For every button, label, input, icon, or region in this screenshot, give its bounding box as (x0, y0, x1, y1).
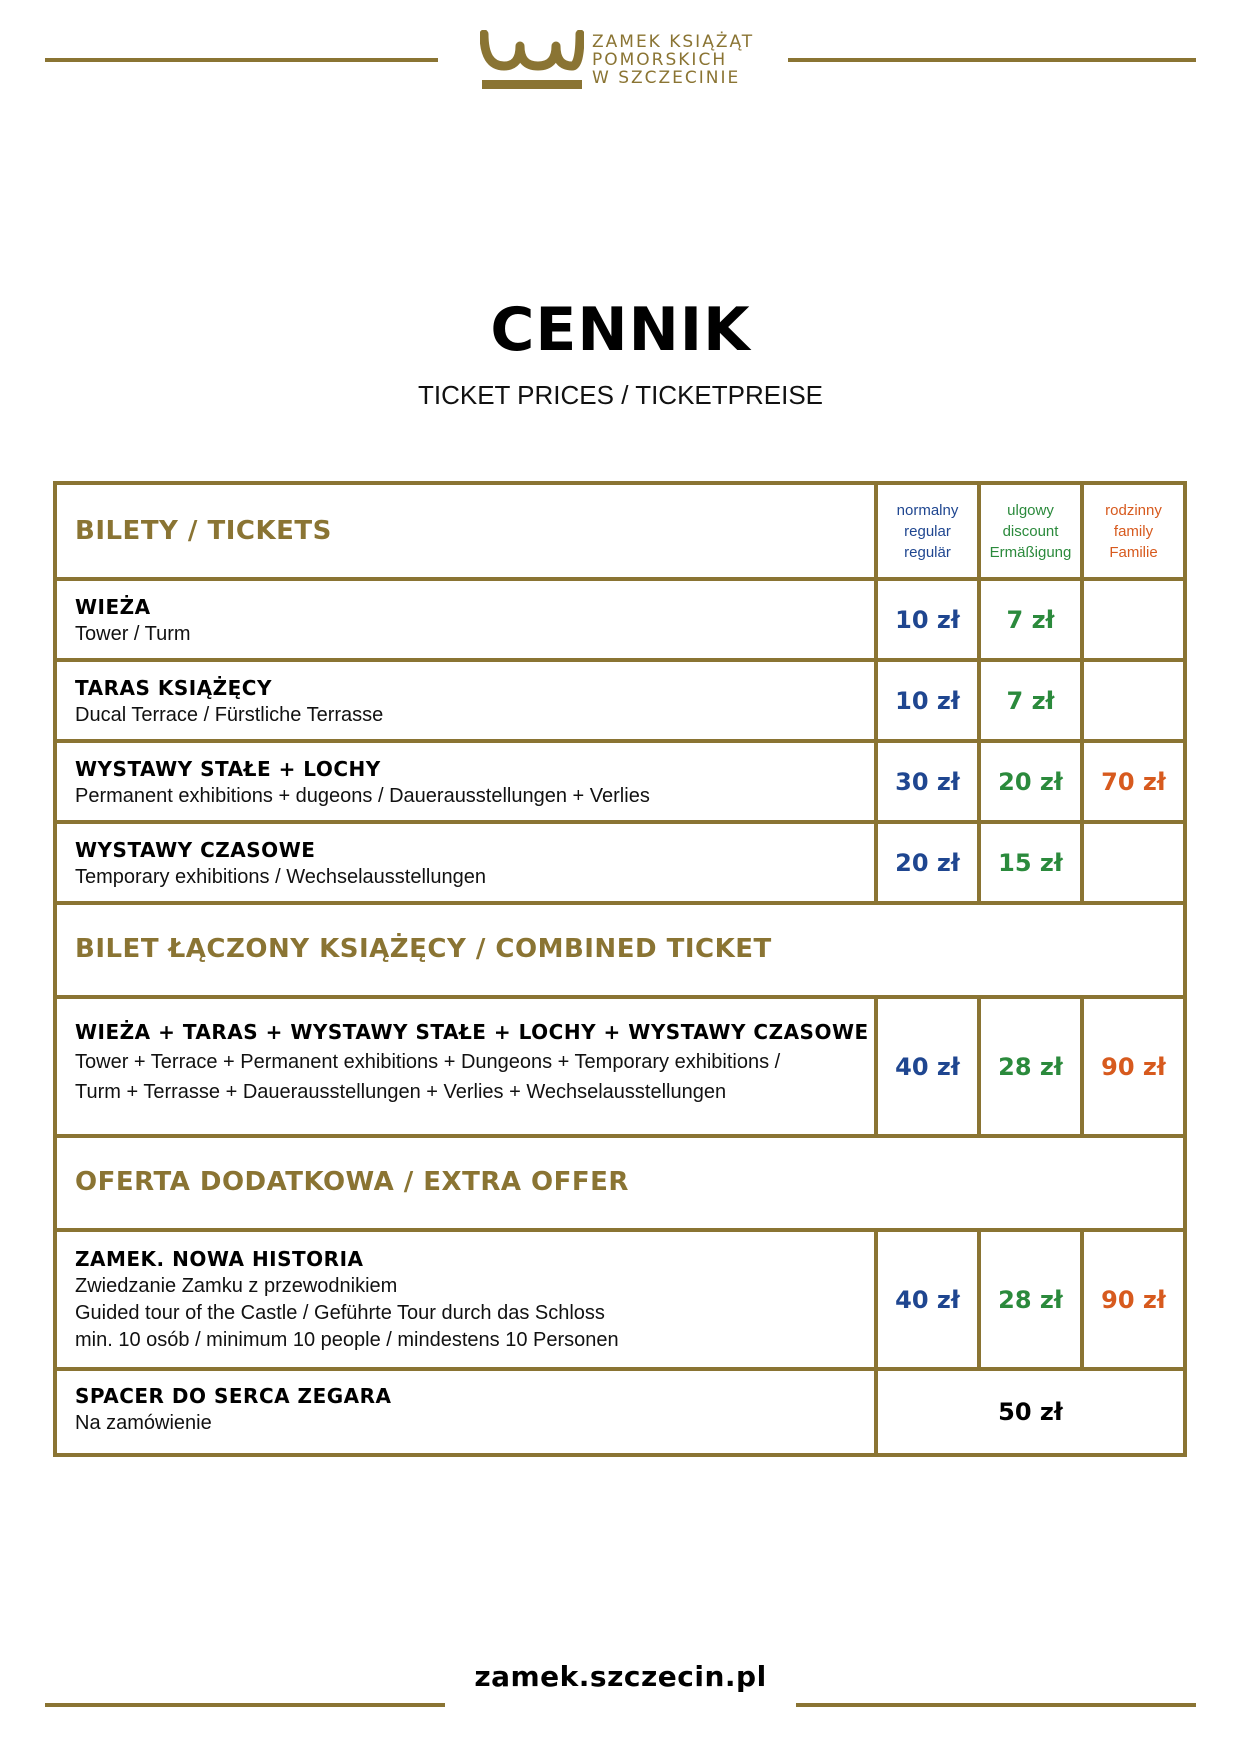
logo-line: ZAMEK KSIĄŻĄT (592, 32, 755, 52)
price-discount: 7 zł (977, 658, 1084, 743)
col-header-discount (977, 481, 1084, 581)
ticket-desc: Tower / Turm (75, 623, 191, 645)
logo-line: POMORSKICH (592, 50, 728, 70)
ticket-name: WYSTAWY CZASOWE (75, 838, 316, 862)
col-header-line: Ermäßigung (989, 543, 1072, 561)
ticket-name: ZAMEK. NOWA HISTORIA (75, 1247, 364, 1271)
tickets-heading-cell (53, 481, 878, 581)
ticket-name: WIEŻA (75, 595, 151, 619)
extra-row-label (53, 1228, 878, 1371)
price-family (1080, 577, 1187, 662)
page-title: CENNIK (490, 295, 751, 365)
ticket-name: WIEŻA + TARAS + WYSTAWY STAŁE + LOCHY + WYSTAWY CZASOWE (75, 1020, 869, 1044)
col-header-regular (874, 481, 981, 581)
col-header-line: rodzinny (1105, 501, 1162, 519)
col-header-line: discount (1002, 522, 1059, 540)
ticket-name: WYSTAWY STAŁE + LOCHY (75, 757, 381, 781)
ticket-desc: Turm + Terrasse + Dauerausstellungen + Verlies + Wechselausstellungen (75, 1081, 727, 1103)
footer-rule-right (796, 1703, 1196, 1707)
col-header-line: Familie (1109, 543, 1158, 561)
logo (480, 30, 770, 96)
page-subtitle: TICKET PRICES / TICKETPREISE (417, 380, 824, 410)
col-header-family (1080, 481, 1187, 581)
col-header-line: normalny (896, 501, 959, 519)
col-header-line: family (1113, 522, 1154, 540)
price-discount: 20 zł (977, 739, 1084, 824)
combined-row-label (53, 995, 878, 1138)
extra-heading: OFERTA DODATKOWA / EXTRA OFFER (75, 1167, 629, 1197)
header-rule-left (45, 58, 438, 62)
walk-row-label (53, 1367, 878, 1457)
extra-heading-cell (53, 1134, 1187, 1232)
price-family (1080, 820, 1187, 905)
ticket-name: TARAS KSIĄŻĘCY (75, 676, 272, 700)
header-rule-right (788, 58, 1196, 62)
price-regular: 30 zł (874, 739, 981, 824)
ticket-desc: Na zamówienie (75, 1412, 212, 1434)
tickets-heading: BILETY / TICKETS (75, 516, 332, 546)
price-family: 70 zł (1080, 739, 1187, 824)
price-discount: 28 zł (977, 995, 1084, 1138)
price-regular: 40 zł (874, 1228, 981, 1371)
col-header-line: regular (904, 522, 951, 540)
ticket-row-label (53, 658, 878, 743)
price-discount: 15 zł (977, 820, 1084, 905)
col-header-line: regulär (904, 543, 951, 561)
price-regular: 10 zł (874, 658, 981, 743)
combined-heading: BILET ŁĄCZONY KSIĄŻĘCY / COMBINED TICKET (75, 934, 772, 964)
ticket-desc: Ducal Terrace / Fürstliche Terrasse (75, 704, 384, 726)
footer-rule-left (45, 1703, 445, 1707)
ticket-name: SPACER DO SERCA ZEGARA (75, 1384, 392, 1408)
price-family: 90 zł (1080, 1228, 1187, 1371)
price-regular: 20 zł (874, 820, 981, 905)
price-discount: 7 zł (977, 577, 1084, 662)
ticket-row-label (53, 820, 878, 905)
ticket-desc: Guided tour of the Castle / Geführte Tour durch das Schloss (75, 1302, 605, 1324)
crown-logo-icon (480, 30, 584, 94)
ticket-desc: min. 10 osób / minimum 10 people / mindestens 10 Personen (75, 1329, 619, 1351)
price-family: 90 zł (1080, 995, 1187, 1138)
walk-price: 50 zł (874, 1367, 1187, 1457)
price-discount: 28 zł (977, 1228, 1084, 1371)
footer-url: zamek.szczecin.pl (474, 1660, 767, 1693)
ticket-desc: Tower + Terrace + Permanent exhibitions + Dungeons + Temporary exhibitions / (75, 1051, 781, 1073)
ticket-desc: Zwiedzanie Zamku z przewodnikiem (75, 1275, 398, 1297)
ticket-row-label (53, 577, 878, 662)
combined-heading-cell (53, 901, 1187, 999)
price-regular: 10 zł (874, 577, 981, 662)
logo-line: W SZCZECINIE (592, 68, 741, 88)
price-regular: 40 zł (874, 995, 981, 1138)
col-header-line: ulgowy (1007, 501, 1054, 519)
ticket-row-label (53, 739, 878, 824)
ticket-desc: Temporary exhibitions / Wechselausstellungen (75, 866, 486, 888)
ticket-desc: Permanent exhibitions + dugeons / Dauerausstellungen + Verlies (75, 785, 650, 807)
price-family (1080, 658, 1187, 743)
logo-wordmark (592, 33, 754, 87)
